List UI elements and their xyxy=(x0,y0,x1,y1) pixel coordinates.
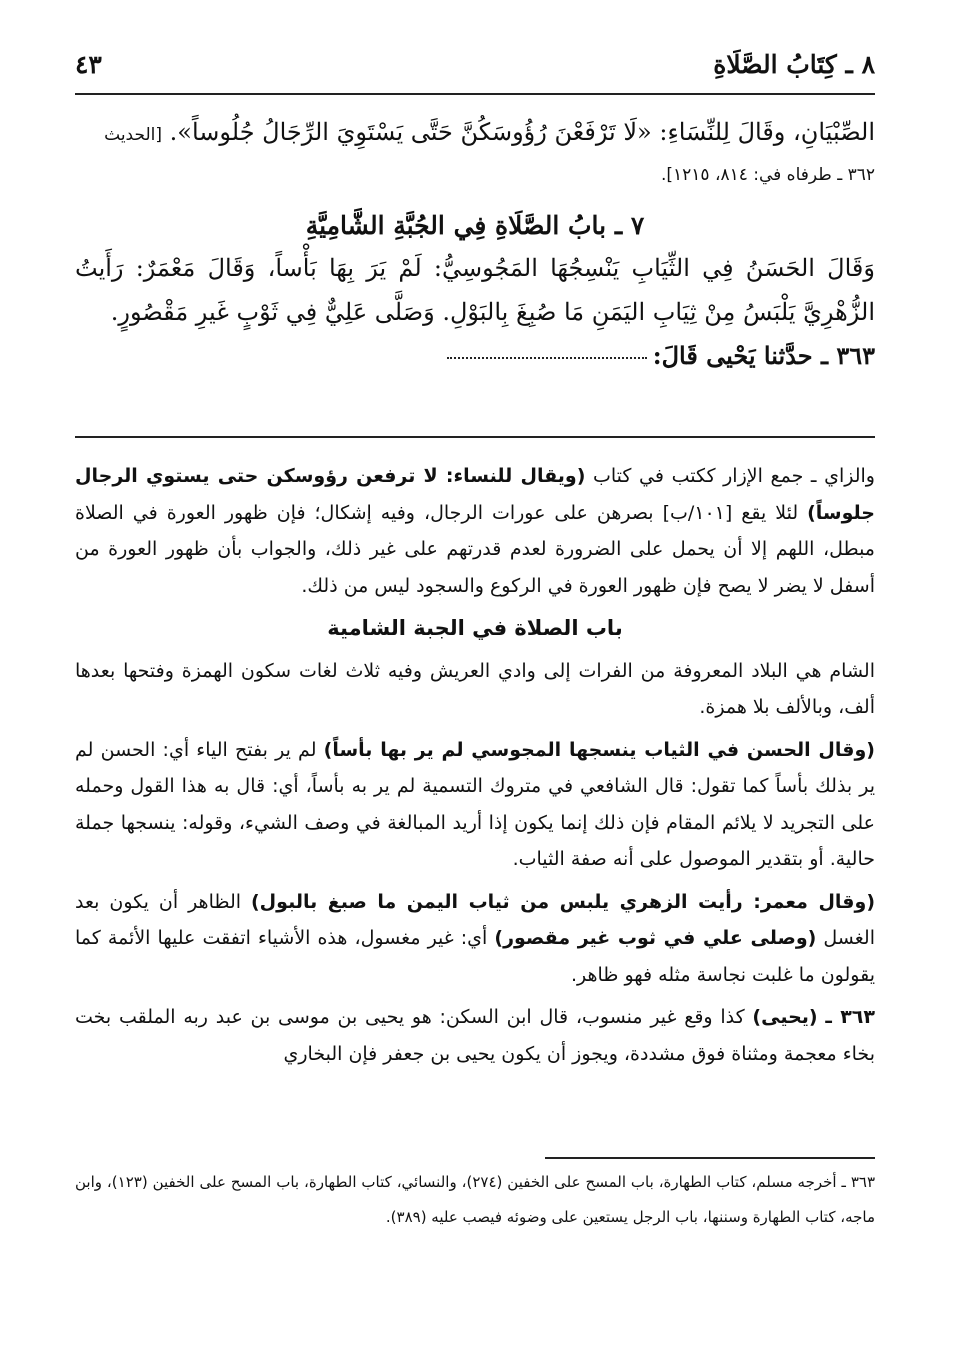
sharh-p4-b: الظاهر أن يكون بعد الغسل xyxy=(75,890,875,949)
sharh-p5-number: ٣٦٣ ـ xyxy=(825,1006,875,1028)
page-number: ٤٣ xyxy=(75,50,102,79)
sharh-paragraph-3 xyxy=(75,732,875,878)
sharh-p3-b: لم ير بفتح الياء أي: الحسن لم ير بذلك بأساً كما تقول: قال الشافعي في متروك التسمية لم ير به بأساً، أي: قال به هذا القول وحمله على التجريد لا يلائم المقام فإن ذلك إنما يكون إذا أريد المبالغة في وصف الشيء، وقوله: ينسجها جملة حالية. أو بتقدير الموصول على أنه صفة الثياب. xyxy=(75,738,875,870)
sharh-paragraph-1 xyxy=(75,458,875,604)
hadith-ref-end: ٣٦٢ ـ طرفاه في: ٨١٤، ١٢١٥]. xyxy=(660,165,875,185)
bab-heading: ٧ ـ بابُ الصَّلَاةِ فِي الجُبَّةِ الشَّامِيَّةِ xyxy=(305,211,645,240)
athar-text: وَقَالَ الحَسَنُ فِي الثِّيَابِ يَنْسِجُهَا المَجُوسِيُّ: لَمْ يَرَ بِهَا بَأْساً، وَقَالَ مَعْمَرٌ: رَأَيتُ الزُّهْرِيَّ يَلْبَسُ مِنْ ثِيَابِ اليَمَنِ مَا صُبِغَ بِالبَوْلِ. وَصَلَّى عَلِيٌّ فِي ثَوْبٍ غَيرِ مَقْصُورٍ. xyxy=(75,254,875,326)
sharh-p4-d: أي: غير مغسول، هذه الأشياء اتفقت عليها الأئمة كما يقولون ما غلبت نجاسة مثله فهو ظاهر. xyxy=(75,927,875,986)
sharh-bab-heading: باب الصلاة في الجبة الشامية xyxy=(327,616,623,640)
dotted-leader xyxy=(447,357,647,359)
matn-section xyxy=(75,110,875,378)
hadith-text-end xyxy=(75,110,875,157)
hadith-text: الصِّبْيَانِ، وقَالَ لِلنِّسَاءِ: «لَا تَرْفَعْنَ رُؤُوسَكُنَّ حَتَّى يَسْتَوِيَ الرِّجَالُ جُلُوساً». xyxy=(169,118,875,146)
hadith-chain-text: ٣٦٣ ـ حدَّثنا يَحْيى قَالَ: xyxy=(652,341,875,370)
sharh-p5-quote: (يحيى) xyxy=(752,1006,818,1028)
sharh-section xyxy=(75,458,875,1078)
hadith-ref-start: [الحديث xyxy=(104,125,162,145)
footnote: ٣٦٣ ـ أخرجه مسلم، كتاب الطهارة، باب المسح على الخفين (٢٧٤)، والنسائي، كتاب الطهارة، باب المسح على الخفين (١٢٣)، وابن ماجه، كتاب الطهارة وسننها، باب الرجل يستعين على وضوئه فيصب عليه (٣٨٩). xyxy=(75,1173,875,1226)
matn-sharh-separator xyxy=(75,436,875,438)
sharh-p5-c: كذا وقع غير منسوب، قال ابن السكن: هو يحيى بن موسى بن عبد ربه الملقب بخت بخاء معجمة ومثناة فوق مشددة، ويجوز أن يكون يحيى بن جعفر فإن البخاري xyxy=(75,1006,875,1065)
sharh-p4-quote-1: (وقال معمر: رأيت الزهري يلبس من ثياب اليمن ما صبغ بالبول) xyxy=(250,890,875,913)
sharh-paragraph-4 xyxy=(75,884,875,994)
sharh-p1-a: والزاي ـ جمع الإزار ككتب في كتاب xyxy=(593,465,875,487)
header-rule xyxy=(75,93,875,95)
sharh-paragraph-5 xyxy=(75,999,875,1072)
book-page xyxy=(75,40,875,1330)
sharh-p1-c: لئلا يقع [١٠١/ب] بصرهن على عورات الرجال، وفيه إشكال؛ فإن ظهور العورة في الصلاة مبطل، اللهم إلا أن يحمل على الضرورة لعدم قدرتهم على غير ذلك، والجواب بأن ظهور العورة من أسفل لا يضر لا يصح فإن ظهور العورة في الركوع والسجود ليس من ذلك. xyxy=(75,501,875,597)
sharh-p4-quote-2: (وصلى علي في ثوب غير مقصور) xyxy=(494,927,817,949)
footnote-rule xyxy=(545,1157,875,1159)
sharh-p1-quote: (ويقال للنساء: لا ترفعن رؤوسكن حتى يستوي الرجال جلوساً) xyxy=(75,465,875,524)
hadith-chain xyxy=(75,334,875,378)
page-header xyxy=(75,50,875,90)
sharh-paragraph-2: الشام هي البلاد المعروفة من الفرات إلى وادي العريش وفيه ثلاث لغات سكون الهمزة وفتحها بعدها ألف، وبالألف بلا همزة. xyxy=(75,659,875,718)
sharh-p3-quote: (وقال الحسن في الثياب ينسجها المجوسي لم ير بها بأساً) xyxy=(323,738,875,761)
chapter-title: ٨ ـ كِتَابُ الصَّلَاةِ xyxy=(713,50,875,79)
